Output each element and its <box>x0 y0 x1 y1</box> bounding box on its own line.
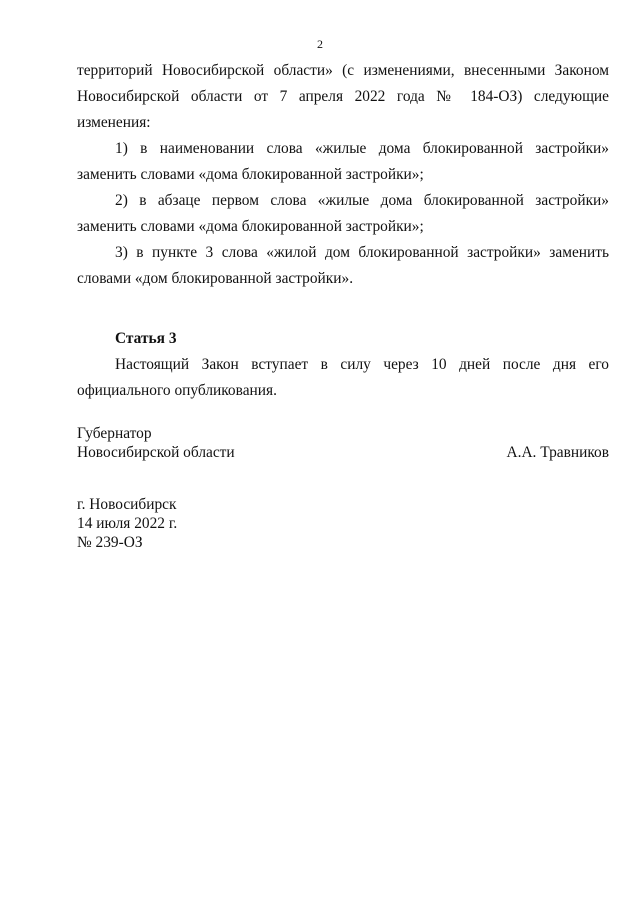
document-footer <box>77 495 377 552</box>
document-body <box>77 58 609 404</box>
signatory-title: Губернатор <box>77 425 152 442</box>
page-number: 2 <box>317 37 323 51</box>
paragraph-item-1: 1) в наименовании слова «жилые дома блокированной застройки» заменить словами «дома блокированной застройки»; <box>77 140 609 183</box>
signatory-row <box>77 443 609 462</box>
paragraph-item-2: 2) в абзаце первом слова «жилые дома блокированной застройки» заменить словами «дома блокированной застройки»; <box>77 192 609 235</box>
footer-city: г. Новосибирск <box>77 496 177 513</box>
article-3-heading: Статья 3 <box>115 330 177 347</box>
signatory-name: А.А. Травников <box>506 444 609 461</box>
footer-date: 14 июля 2022 г. <box>77 515 178 532</box>
article-3-text: Настоящий Закон вступает в силу через 10 дней после дня его официального опубликования. <box>77 356 609 399</box>
paragraph-continuation: территорий Новосибирской области» (с изменениями, внесенными Законом Новосибирской области от 7 апреля 2022 года № 184-ОЗ) следующие изменения: <box>77 62 609 131</box>
paragraph-item-3: 3) в пункте 3 слова «жилой дом блокированной застройки» заменить словами «дом блокированной застройки». <box>77 244 609 287</box>
signature-block <box>77 424 609 462</box>
footer-law-number: № 239-ОЗ <box>77 534 143 551</box>
signatory-region: Новосибирской области <box>77 444 235 461</box>
